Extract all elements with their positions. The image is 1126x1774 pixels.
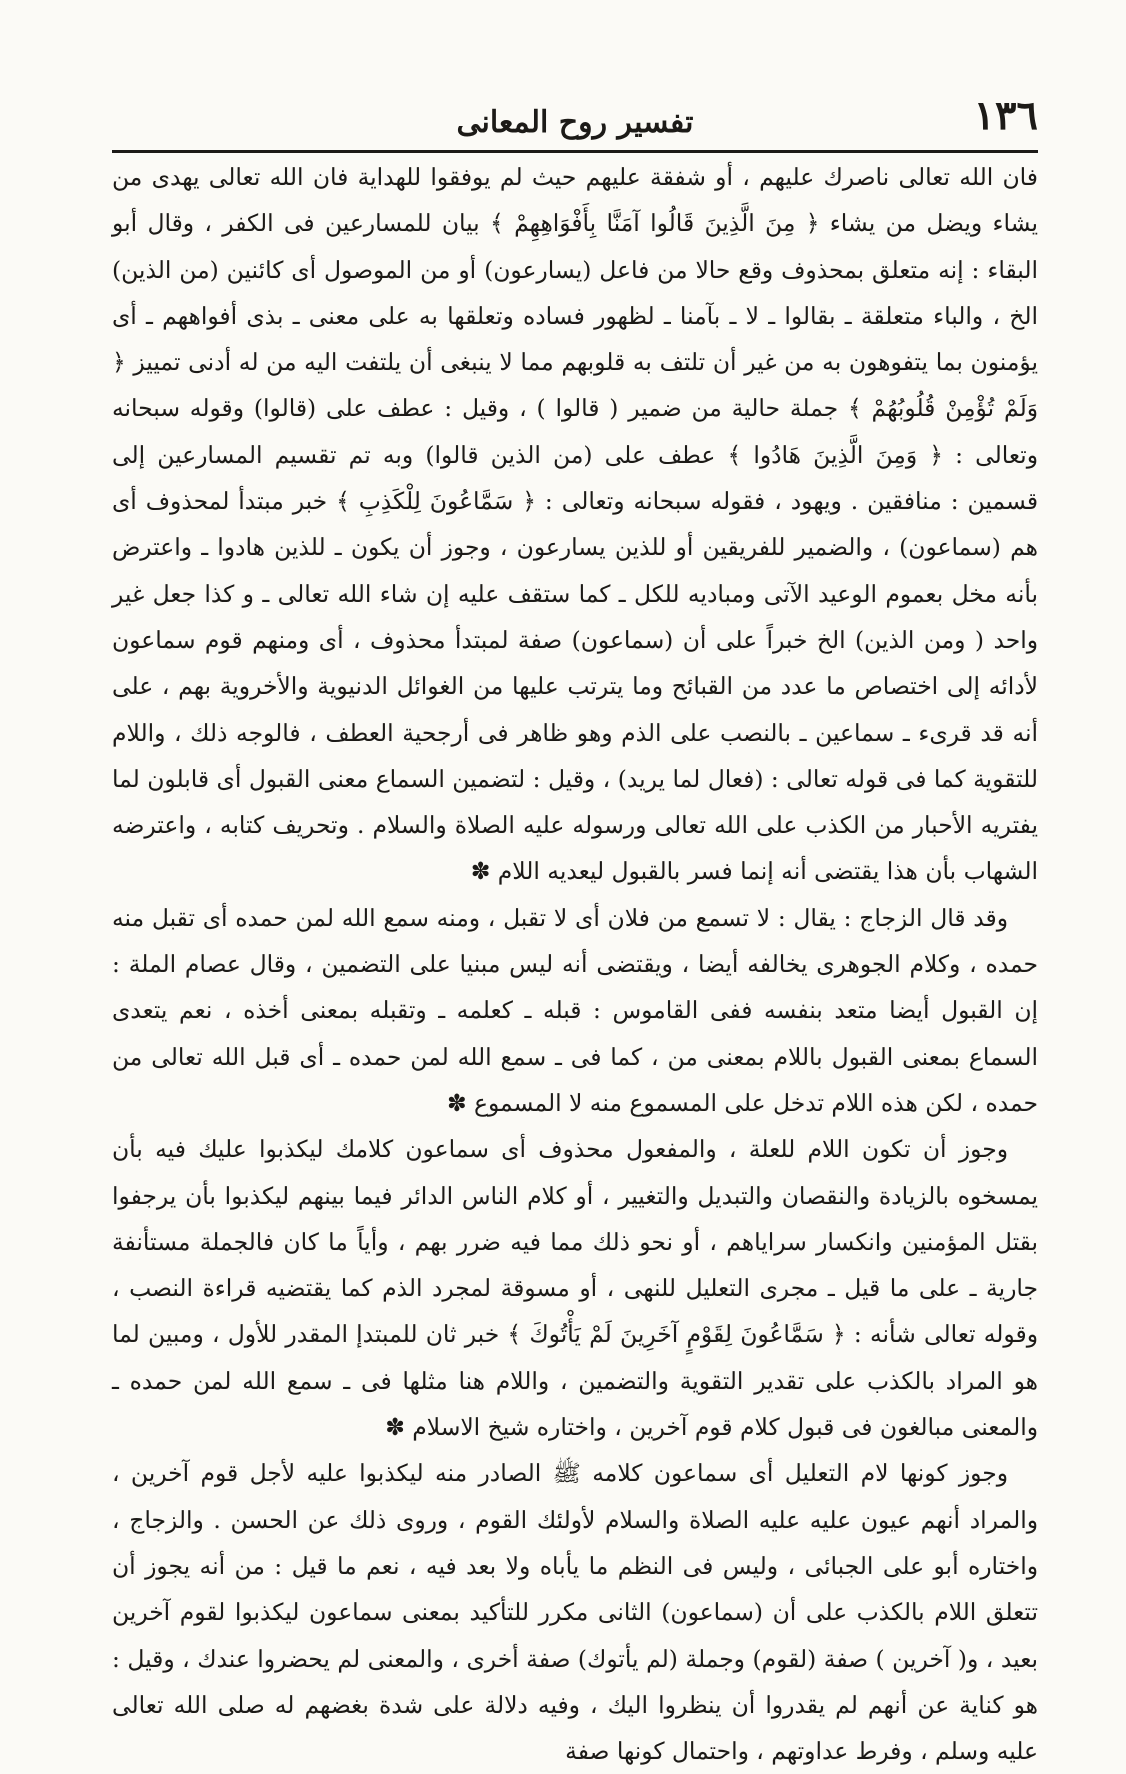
running-title: تفسير روح المعانى (456, 105, 694, 140)
header-rule (112, 150, 1038, 153)
paragraph: فان الله تعالى ناصرك عليهم ، أو شفقة عليهم حيث لم يوفقوا للهداية فان الله تعالى يهدى من يشاء ويضل من يشاء ﴿ مِنَ الَّذِينَ قَالُوا آمَنَّا بِأَفْوَاهِهِمْ ﴾ بيان للمسارعين فى الكفر ، وقال أبو البقاء : إنه متعلق بمحذوف وقع حالا من فاعل (يسارعون) أو من الموصول أى كائنين (من الذين) الخ ، والباء متعلقة ـ بقالوا ـ لا ـ بآمنا ـ لظهور فساده وتعلقها به على معنى ـ بذى أفواههم ـ أى يؤمنون بما يتفوهون به من غير أن تلتف به قلوبهم مما لا ينبغى أن يلتفت اليه من له أدنى تمييز ﴿ وَلَمْ تُؤْمِنْ قُلُوبُهُمْ ﴾ جملة حالية من ضمير ( قالوا ) ، وقيل : عطف على (قالوا) وقوله سبحانه وتعالى : ﴿ وَمِنَ الَّذِينَ هَادُوا ﴾ عطف على (من الذين قالوا) وبه تم تقسيم المسارعين إلى قسمين : منافقين . ويهود ، فقوله سبحانه وتعالى : ﴿ سَمَّاعُونَ لِلْكَذِبِ ﴾ خبر مبتدأ لمحذوف أى هم (سماعون) ، والضمير للفريقين أو للذين يسارعون ، وجوز أن يكون ـ للذين هادوا ـ واعترض بأنه مخل بعموم الوعيد الآتى ومباديه للكل ـ كما ستقف عليه إن شاء الله تعالى ـ و كذا جعل غير واحد ( ومن الذين) الخ خبراً على أن (سماعون) صفة لمبتدأ محذوف ، أى ومنهم قوم سماعون لأدائه إلى اختصاص ما عدد من القبائح وما يترتب عليها من الغوائل الدنيوية والأخروية بهم ، على أنه قد قرىء ـ سماعين ـ بالنصب على الذم وهو ظاهر فى أرجحية العطف ، فالوجه ذلك ، واللام للتقوية كما فى قوله تعالى : (فعال لما يريد) ، وقيل : لتضمين السماع معنى القبول أى قابلون لما يفتريه الأحبار من الكذب على الله تعالى ورسوله عليه الصلاة والسلام . وتحريف كتابه ، واعترضه الشهاب بأن هذا يقتضى أنه إنما فسر بالقبول ليعديه اللام ✽ (112, 163, 1038, 886)
page-number: ١٣٦ (973, 92, 1038, 139)
paragraph: وجوز أن تكون اللام للعلة ، والمفعول محذوف أى سماعون كلامك ليكذبوا عليك فيه بأن يمسخوه بالزيادة والنقصان والتبديل والتغيير ، أو كلام الناس الدائر فيما بينهم ليكذبوا بأن يرجفوا بقتل المؤمنين وانكسار سراياهم ، أو نحو ذلك مما فيه ضرر بهم ، وأياً ما كان فالجملة مستأنفة جارية ـ على ما قيل ـ مجرى التعليل للنهى ، أو مسوقة لمجرد الذم كما يقتضيه قراءة النصب ، وقوله تعالى شأنه : ﴿ سَمَّاعُونَ لِقَوْمٍ آخَرِينَ لَمْ يَأْتُوكَ ﴾ خبر ثان للمبتدإ المقدر للأول ، ومبين لما هو المراد بالكذب على تقدير التقوية والتضمين ، واللام هنا مثلها فى ـ سمع الله لمن حمده ـ والمعنى مبالغون فى قبول كلام قوم آخرين ، واختاره شيخ الاسلام ✽ (112, 1135, 1038, 1442)
paragraph: وقد قال الزجاج : يقال : لا تسمع من فلان أى لا تقبل ، ومنه سمع الله لمن حمده أى تقبل منه حمده ، وكلام الجوهرى يخالفه أيضا ، ويقتضى أنه ليس مبنيا على التضمين ، وقال عصام الملة : إن القبول أيضا متعد بنفسه ففى القاموس : قبله ـ كعلمه ـ وتقبله بمعنى أخذه ، نعم يتعدى السماع بمعنى القبول باللام بمعنى من ، كما فى ـ سمع الله لمن حمده ـ أى قبل الله تعالى من حمده ، لكن هذه اللام تدخل على المسموع منه لا المسموع ✽ (112, 903, 1038, 1117)
paragraph: وجوز كونها لام التعليل أى سماعون كلامه ﷺ الصادر منه ليكذبوا عليه لأجل قوم آخرين ، والمراد أنهم عيون عليه عليه الصلاة والسلام لأولئك القوم ، وروى ذلك عن الحسن . والزجاج ، واختاره أبو على الجبائى ، وليس فى النظم ما يأباه ولا بعد فيه ، نعم ما قيل : من أنه يجوز أن تتعلق اللام بالكذب على أن (سماعون) الثانى مكرر للتأكيد بمعنى سماعون ليكذبوا لقوم آخرين بعيد ، و( آخرين ) صفة (لقوم) وجملة (لم يأتوك) صفة أخرى ، والمعنى لم يحضروا عندك ، وقيل : هو كناية عن أنهم لم يقدروا أن ينظروا اليك ، وفيه دلالة على شدة بغضهم له صلى الله تعالى عليه وسلم ، وفرط عداوتهم ، واحتمال كونها صفة (112, 1459, 1038, 1766)
page-header (112, 0, 1038, 150)
page-body (112, 154, 1038, 1774)
